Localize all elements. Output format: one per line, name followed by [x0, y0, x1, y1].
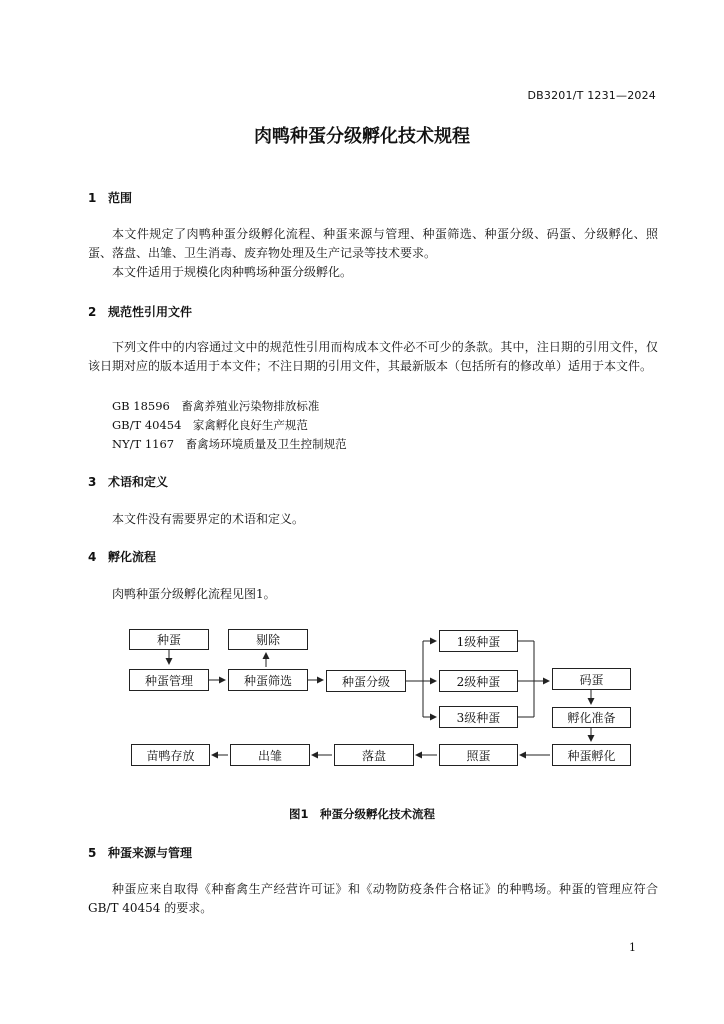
section-title: 种蛋来源与管理: [108, 846, 193, 860]
section-1-paragraph-1: 本文件规定了肉鸭种蛋分级孵化流程、种蛋来源与管理、种蛋筛选、种蛋分级、码蛋、分级孵化、照蛋、落盘、出雏、卫生消毒、废弃物处理及生产记录等技术要求。: [88, 227, 658, 260]
flow-node-zhaodan: 照蛋: [439, 744, 518, 766]
section-4-paragraph-1: 肉鸭种蛋分级孵化流程见图1。: [112, 587, 276, 601]
page-number: 1: [629, 941, 636, 954]
flow-node-madan: 码蛋: [552, 668, 631, 690]
flow-node-cunfang: 苗鸭存放: [131, 744, 210, 766]
flow-node-tichu: 剔除: [228, 629, 308, 650]
figure-caption: 图1 种蛋分级孵化技术流程: [288, 807, 435, 821]
flow-node-shaixuan: 种蛋筛选: [228, 669, 308, 691]
reference-item: NY/T 1167 畜禽场环境质量及卫生控制规范: [112, 437, 347, 451]
section-title: 规范性引用文件: [108, 305, 193, 319]
section-title: 术语和定义: [108, 475, 169, 489]
section-2-paragraph-1: 下列文件中的内容通过文中的规范性引用而构成本文件必不可少的条款。其中，注日期的引用文件，仅该日期对应的版本适用于本文件；不注日期的引用文件，其最新版本（包括所有的修改单）适用于本文件。: [88, 340, 658, 373]
section-number: 2: [88, 305, 97, 319]
section-number: 5: [88, 846, 97, 860]
flow-node-fuhua: 种蛋孵化: [552, 744, 631, 766]
flow-node-fenji: 种蛋分级: [326, 670, 406, 692]
section-number: 3: [88, 475, 97, 489]
section-5-heading: [88, 844, 192, 861]
flow-node-chuchu: 出雏: [230, 744, 310, 766]
section-1-paragraph-2: 本文件适用于规模化肉种鸭场种蛋分级孵化。: [112, 265, 353, 279]
flow-node-luopan: 落盘: [334, 744, 414, 766]
flow-node-grade3: 3级种蛋: [439, 706, 518, 728]
reference-item: GB 18596 畜禽养殖业污染物排放标准: [112, 399, 320, 413]
reference-item: GB/T 40454 家禽孵化良好生产规范: [112, 418, 308, 432]
flow-node-zhunbei: 孵化准备: [552, 707, 631, 728]
section-title: 范围: [108, 191, 133, 205]
flow-node-guanli: 种蛋管理: [129, 669, 209, 691]
flow-node-grade1: 1级种蛋: [439, 630, 518, 652]
document-number: DB3201/T 1231—2024: [527, 89, 656, 102]
section-3-paragraph-1: 本文件没有需要界定的术语和定义。: [112, 512, 305, 526]
section-5-paragraph-1: 种蛋应来自取得《种畜禽生产经营许可证》和《动物防疫条件合格证》的种鸭场。种蛋的管理应符合 GB/T 40454 的要求。: [88, 882, 658, 915]
flow-node-grade2: 2级种蛋: [439, 670, 518, 692]
document-title: 肉鸭种蛋分级孵化技术规程: [254, 126, 470, 147]
section-number: 1: [88, 191, 97, 205]
section-title: 孵化流程: [108, 550, 157, 564]
flow-node-zhongdan: 种蛋: [129, 629, 209, 650]
section-number: 4: [88, 550, 97, 564]
